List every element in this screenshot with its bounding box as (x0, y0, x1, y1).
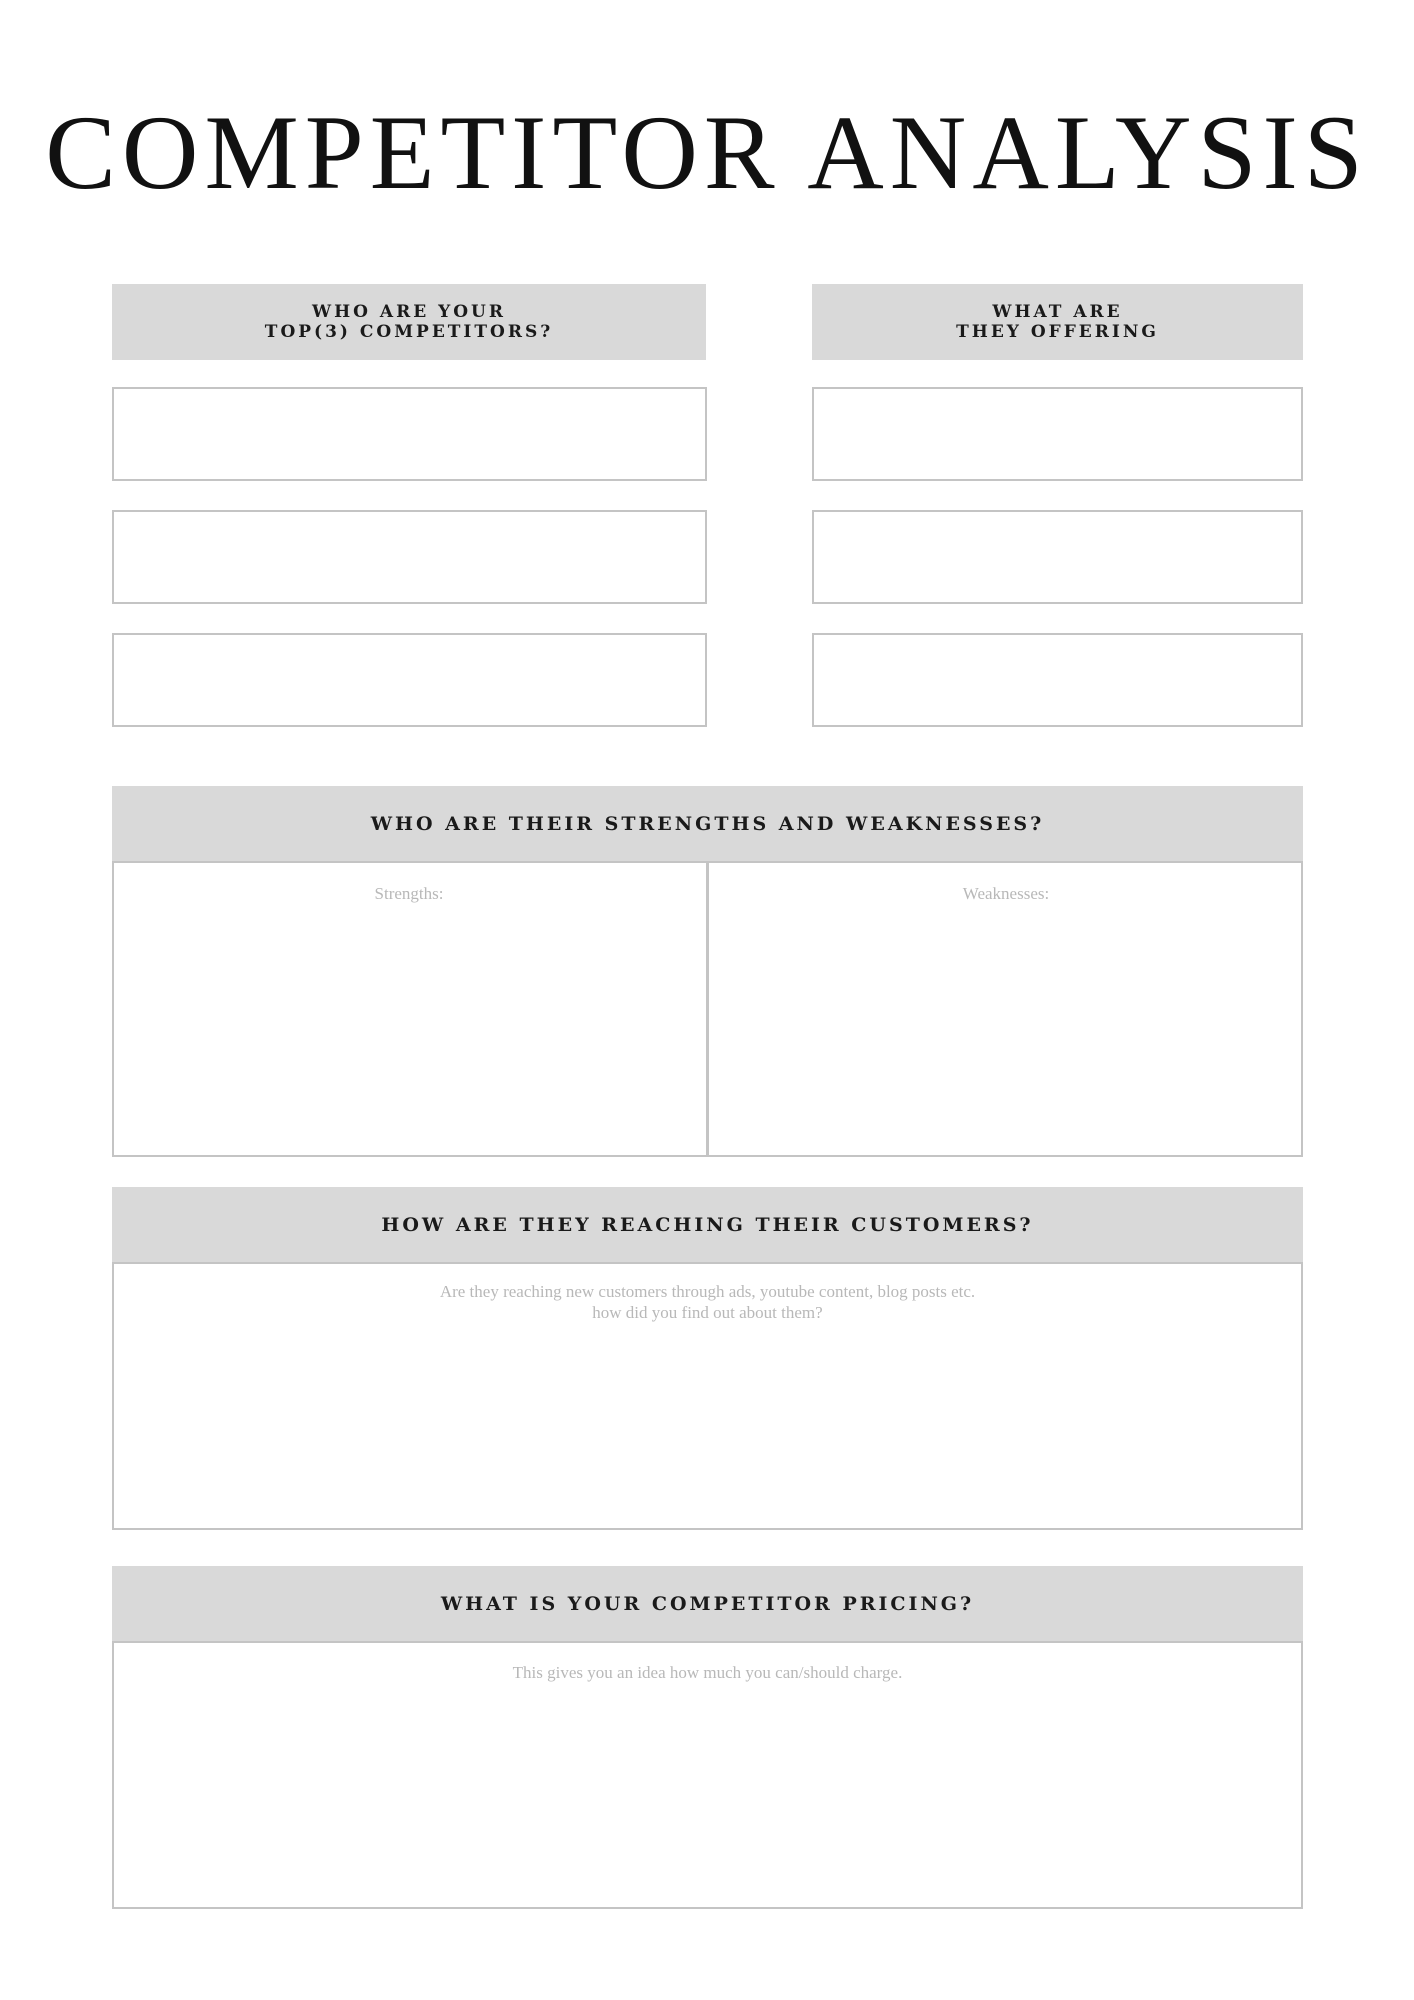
offering-field-3[interactable] (812, 633, 1303, 727)
competitor-field-3[interactable] (112, 633, 707, 727)
offering-field-1[interactable] (812, 387, 1303, 481)
offering-header (812, 284, 1303, 360)
pricing-hint: This gives you an idea how much you can/should charge. (512, 1663, 903, 1682)
offering-field-2[interactable] (812, 510, 1303, 604)
competitor-field-2[interactable] (112, 510, 707, 604)
reach-hint-line1: Are they reaching new customers through ads, youtube content, blog posts etc. (439, 1282, 976, 1301)
strengths-field[interactable] (114, 863, 706, 1155)
competitors-header-line1: WHO ARE YOUR (312, 302, 506, 322)
page-title: COMPETITOR ANALYSIS (45, 94, 1369, 211)
reach-header: HOW ARE THEY REACHING THEIR CUSTOMERS? (112, 1187, 1303, 1262)
competitors-header-line2: TOP(3) COMPETITORS? (264, 322, 554, 342)
reach-hint-line2: how did you find out about them? (592, 1303, 823, 1322)
offering-header-line1: WHAT ARE (992, 302, 1123, 322)
reach-hint (112, 1281, 1303, 1323)
offering-header-line2: THEY OFFERING (956, 322, 1159, 342)
strengths-weaknesses-header: WHO ARE THEIR STRENGTHS AND WEAKNESSES? (112, 786, 1303, 861)
weaknesses-field[interactable] (709, 863, 1301, 1155)
pricing-header: WHAT IS YOUR COMPETITOR PRICING? (112, 1566, 1303, 1641)
strengths-label: Strengths: (374, 884, 444, 903)
weaknesses-label: Weaknesses: (962, 884, 1050, 903)
competitors-header (112, 284, 706, 360)
competitor-field-1[interactable] (112, 387, 707, 481)
